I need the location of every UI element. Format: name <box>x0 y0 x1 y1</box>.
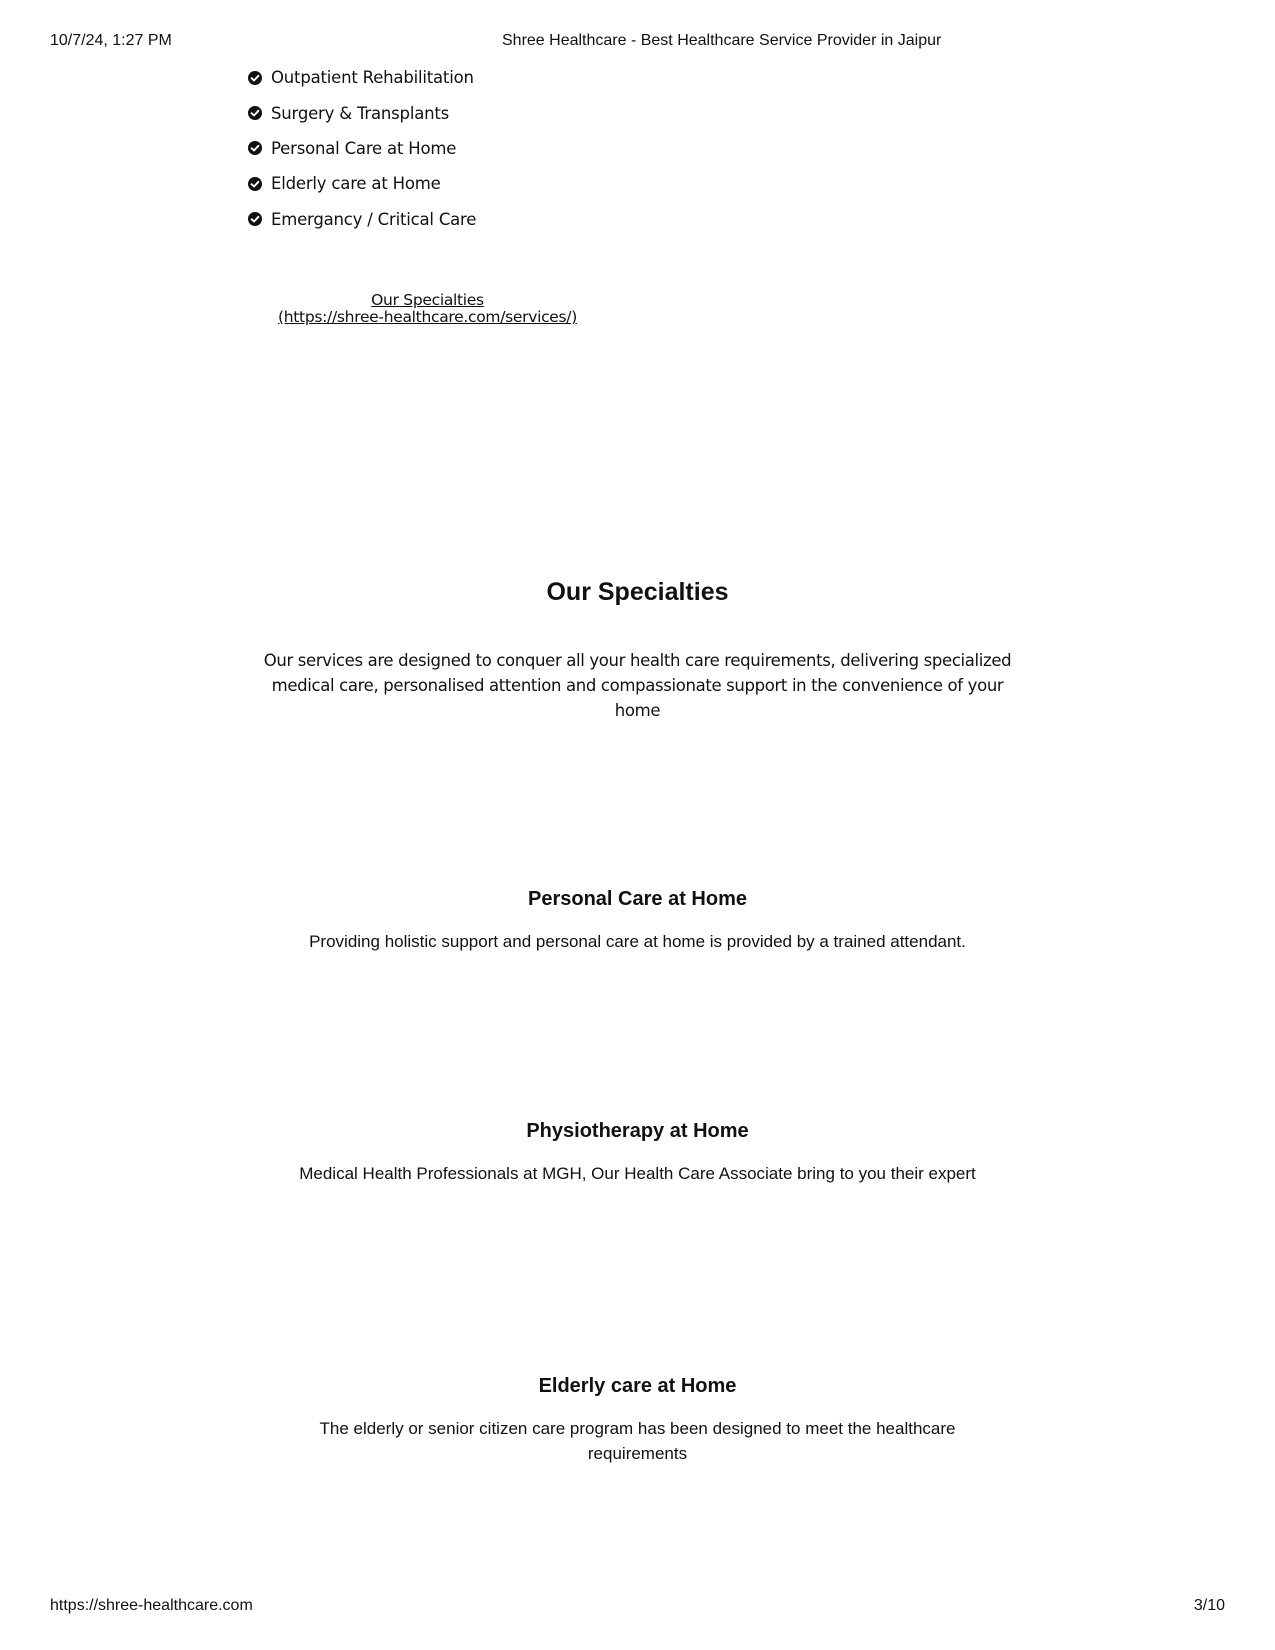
check-circle-icon <box>248 212 262 226</box>
print-footer-page-number: 3/10 <box>1193 1597 1225 1614</box>
specialty-title: Physiotherapy at Home <box>526 1120 749 1142</box>
specialty-card-physiotherapy <box>260 1119 1015 1186</box>
specialty-description: The elderly or senior citizen care program has been designed to meet the healthcare requirements <box>319 1419 956 1463</box>
specialty-title: Elderly care at Home <box>538 1375 737 1397</box>
print-header-title: Shree Healthcare - Best Healthcare Service Provider in Jaipur <box>502 32 942 49</box>
our-specialties-link[interactable] <box>270 292 585 326</box>
link-url: (https://shree-healthcare.com/services/) <box>278 308 577 326</box>
specialty-description: Medical Health Professionals at MGH, Our Health Care Associate bring to you their expert <box>299 1164 976 1183</box>
check-circle-icon <box>248 71 262 85</box>
list-item <box>248 131 476 166</box>
list-item-label: Personal Care at Home <box>271 138 457 158</box>
section-intro: Our services are designed to conquer all your health care requirements, delivering specialized medical care, personalised attention and compassionate support in the convenience of your home <box>263 651 1012 720</box>
list-item <box>248 166 476 201</box>
specialty-description: Providing holistic support and personal care at home is provided by a trained attendant. <box>309 932 966 951</box>
check-circle-icon <box>248 177 262 191</box>
link-label: Our Specialties <box>371 291 484 309</box>
list-item <box>248 202 476 237</box>
list-item <box>248 95 476 130</box>
check-circle-icon <box>248 106 262 120</box>
list-item-label: Surgery & Transplants <box>271 103 450 123</box>
service-check-list <box>248 60 476 237</box>
specialty-card-personal-care <box>260 887 1015 954</box>
section-title: Our Specialties <box>546 578 729 606</box>
specialty-title: Personal Care at Home <box>528 888 747 910</box>
check-circle-icon <box>248 141 262 155</box>
print-header-date: 10/7/24, 1:27 PM <box>50 32 172 49</box>
list-item-label: Outpatient Rehabilitation <box>271 68 474 88</box>
list-item-label: Emergancy / Critical Care <box>271 209 477 229</box>
print-footer-url: https://shree-healthcare.com <box>50 1597 253 1614</box>
list-item <box>248 60 476 95</box>
specialty-card-elderly-care <box>260 1374 1015 1466</box>
list-item-label: Elderly care at Home <box>271 174 441 194</box>
